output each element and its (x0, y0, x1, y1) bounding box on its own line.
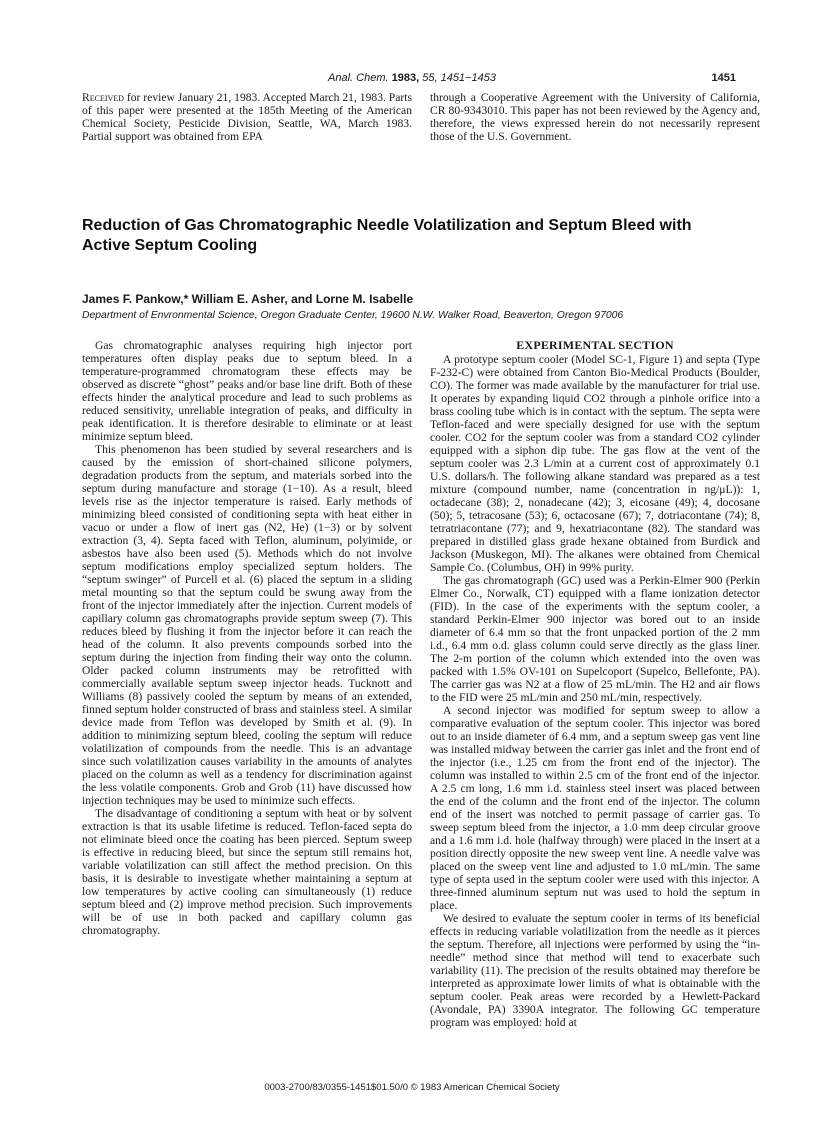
journal-pages: 1451−1453 (440, 72, 496, 84)
right-paragraph-1: A prototype septum cooler (Model SC-1, Figure 1) and septa (Type F-232-C) were obtained from Canton Bio-Medical Products (Boulder, CO). The former was made available by the manufacturer for trial use. It operates by expanding liquid CO2 through a pinhole orifice into a brass cooling tube which is in contact with the septum. The septa were Teflon-faced and were specially designed for use with the septum cooler. CO2 for the septum cooler was from a standard CO2 cylinder equipped with a siphon dip tube. The gas flow at the vent of the septum cooler was 2.3 L/min at a current cost of approximately 0.1 U.S. dollars/h. The following alkane standard was prepared as a test mixture (compound number, name (concentration in ng/μL)): 1, octadecane (38); 2, nonadecane (42); 3, eicosane (49); 4, docosane (50); 5, tetracosane (53); 6, octacosane (67); 7, dotriacontane (74); 8, tetratriacontane (77); and 9, hexatriacontane (82). The standard was prepared in distilled glass grade hexane obtained from Burdick and Jackson (Muskegon, MI). The alkanes were obtained from Chemical Sample Co. (Columbus, OH) in 99% purity. (430, 353, 760, 574)
citation-line (0, 72, 824, 84)
left-paragraph-1: Gas chromatographic analyses requiring high injector port temperatures often display peaks due to septum bleed. In a temperature-programmed chromatogram these effects may be observed as discrete “ghost” peaks and/or base line drift. Both of these effects hinder the analytical procedure and lead to such problems as reduced sensitivity, unreliable integration of peaks, and difficulty in peak identification. It is therefore desirable to eliminate or at least minimize septum bleed. (82, 339, 412, 443)
received-text: for review January 21, 1983. Accepted March 21, 1983. Parts of this paper were presented at the 185th Meeting of the American Chemical Society, Pesticide Division, Seattle, WA, March 1983. Partial support was obtained from EPA (82, 91, 412, 143)
page-footer: 0003-2700/83/0355-1451$01.50/0 © 1983 American Chemical Society (264, 1082, 560, 1093)
received-note (82, 91, 412, 143)
section-heading: EXPERIMENTAL SECTION (516, 338, 674, 352)
article-title: Reduction of Gas Chromatographic Needle Volatilization and Septum Bleed with Active Septum Cooling (82, 217, 692, 254)
received-note-cont-text: through a Cooperative Agreement with the University of California, CR 80-9343010. This paper has not been reviewed by the Agency and, therefore, the views expressed herein do not necessarily represent those of the U.S. Government. (430, 91, 760, 143)
left-column (82, 339, 412, 937)
author-list: James F. Pankow,* William E. Asher, and Lorne M. Isabelle (82, 292, 414, 306)
left-paragraph-2: This phenomenon has been studied by several researchers and is caused by the emission of short-chained silicone polymers, degradation products from the septum, and materials sorbed into the septum during manufacture and storage (1−10). As a result, bleed levels rise as the injector temperature is raised. Early methods of minimizing bleed consisted of conditioning septa with heat either in vacuo or under a flow of inert gas (N2, He) (1−3) or by solvent extraction (3, 4). Septa faced with Teflon, aluminum, polyimide, or asbestos have also been used (5). Methods which do not involve septum modifications employ specialized septum holders. The “septum swinger” of Purcell et al. (6) placed the septum in a sliding metal mounting so that the septum could be swung away from the front of the injector immediately after the injection. Current models of capillary column gas chromatographs provide septum sweep (7). This reduces bleed by flushing it from the injector before it can reach the head of the column. It also prevents compounds sorbed into the septum during the injection from finding their way onto the column. Older packed column instruments may be retrofitted with commercially available septum sweep injector heads. Tucknott and Williams (8) passively cooled the septum by means of an extended, finned septum holder constructed of brass and stainless steel. A similar device made from Teflon was developed by Smith et al. (9). In addition to minimizing septum bleed, cooling the septum will reduce volatilization of compounds from the needle. This is an advantage since such volatilization causes variability in the amounts of analytes placed on the column as well as a tendency for discrimination against the less volatile components. Grob and Grob (11) have discussed how injection techniques may be used to minimize such effects. (82, 443, 412, 807)
affiliation: Department of Envronmental Science, Oregon Graduate Center, 19600 N.W. Walker Road, Beaverton, Oregon 97006 (82, 310, 624, 321)
journal-year: 1983, (391, 72, 420, 84)
right-paragraph-2: The gas chromatograph (GC) used was a Perkin-Elmer 900 (Perkin Elmer Co., Norwalk, CT) equipped with a flame ionization detector (FID). In the case of the experiments with the septum cooler, a standard Perkin-Elmer 900 injector was bored out to an inside diameter of 6.4 mm so that the front unpacked portion of the 2 mm i.d., 6.4 mm o.d. glass column could serve directly as the glass liner. The 2-m portion of the column which extended into the oven was packed with 1.5% OV-101 on Supelcoport (Supelco, Bellefonte, PA). The carrier gas was N2 at a flow of 25 mL/min. The H2 and air flows to the FID were 25 mL/min and 250 mL/min, respectively. (430, 574, 760, 704)
right-column (430, 339, 760, 1029)
received-note-continued (430, 91, 760, 143)
journal-name: Anal. Chem. (328, 72, 389, 84)
journal-volume: 55, (422, 72, 438, 84)
right-paragraph-4: We desired to evaluate the septum cooler in terms of its beneficial effects in reducing variable volatilization from the needle as it pierces the septum. Therefore, all injections were performed by using the “in-needle” method since that method will tend to exacerbate such variability (11). The precision of the results obtained may therefore be interpreted as approximate lower limits of what is obtainable with the septum cooler. Peak areas were recorded by a Hewlett-Packard (Avondale, PA) 3390A integrator. The following GC temperature program was employed: hold at (430, 912, 760, 1029)
received-lead: Received (82, 91, 124, 104)
right-paragraph-3: A second injector was modified for septum sweep to allow a comparative evaluation of the septum cooler. This injector was bored out to an inside diameter of 6.4 mm, and a septum sweep gas vent line was installed midway between the carrier gas inlet and the front end of the injector (i.e., 1.25 cm from the front end of the injector). The column was installed to within 2.5 cm of the front end of the injector. A 2.5 cm long, 1.6 mm i.d. stainless steel insert was placed between the end of the column and the front end of the injector. The column end of the insert was notched to permit passage of carrier gas. To sweep septum bleed from the injector, a 1.0 mm deep circular groove and a 1.6 mm i.d. hole (halfway through) were placed in the insert at a position directly opposite the new sweep vent line. A needle valve was placed on the sweep vent line and adjusted to 1.0 mL/min. The same type of septa used in the septum cooler were used with this injector. A three-finned aluminum septum nut was used to hold the septum in place. (430, 704, 760, 912)
page-number: 1451 (711, 72, 736, 84)
left-paragraph-3: The disadvantage of conditioning a septum with heat or by solvent extraction is that its usable lifetime is reduced. Teflon-faced septa do not eliminate bleed once the coating has been pierced. Septum sweep is effective in reducing bleed, but since the septum still remains hot, variable volatilization can still affect the method precision. On this basis, it is desirable to investigate whether maintaining a septum at low temperatures by active cooling can simultaneously (1) reduce septum bleed and (2) improve method precision. Such improvements will be of use in both packed and capillary column gas chromatography. (82, 807, 412, 937)
